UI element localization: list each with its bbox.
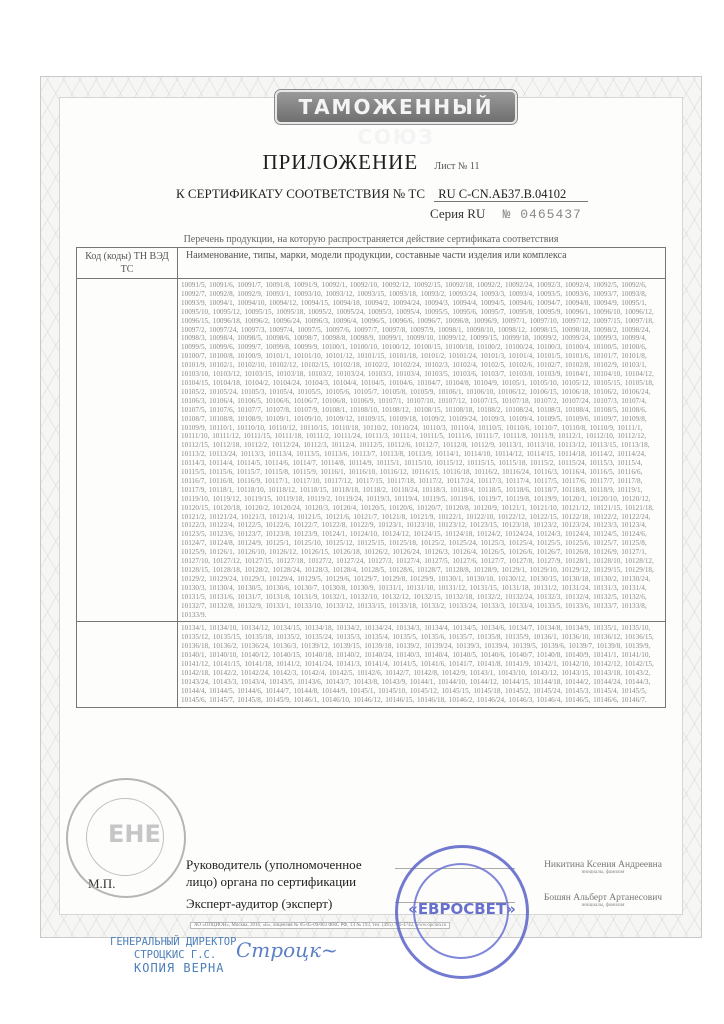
title-text: ПРИЛОЖЕНИЕ [262,150,419,174]
copy-stamp-name: СТРОЦКИС Г.С. [134,949,217,961]
table-cell-code [77,622,178,707]
eac-mark-icon: ЕНЕ [108,820,161,848]
expert-name-text: Бошян Альберт Артанесович [543,893,663,903]
head-label-line1: Руководитель (уполномоченное [186,857,362,872]
product-table [76,247,666,708]
customs-union-banner: ТАМОЖЕННЫЙ СОЮЗ [275,90,517,124]
certification-body-seal [66,778,186,898]
series-number-value: 0465437 [520,207,582,222]
sheet-number: Лист № 11 [434,161,480,172]
series-number [503,207,582,222]
company-seal [395,845,529,979]
head-label-line2: лицо) органа по сертификации [186,874,357,889]
printer-imprint: АО «ОПЦИОН», Москва, 2016, «Б», лицензия № 05-05-09/003 ФНС РФ, ТЗ № 193, тел. (495) 726-4742, www.opcion.ru [190,922,450,929]
expert-name-caption: инициалы, фамилия [581,903,625,908]
company-seal-brand: «ЕВРОСВЕТ» [408,900,516,918]
head-name-text: Никитина Ксения Андреевна [544,860,662,870]
table-cell-code [77,279,178,622]
table-row [77,622,666,707]
table-header-row [77,248,666,279]
table-cell-items: 10134/1, 10134/10, 10134/12, 10134/15, 10134/18, 10134/2, 10134/24, 10134/3, 10134/4, 10134/5, 10134/6, 10134/7, 10134/8, 10134/9, 10135/1, 10135/10, 10135/12, 10135/15, 10135/18, 10135/2, 10135/24, 10135/3, 10135/4, 10135/5, 10135/6, 10135/7, 10135/8, 10135/9, 10136/1, 10136/10, 10136/12, 10136/15, 10136/18, 10136/2, 10136/24, 10136/3, 10139/12, 10139/15, 10139/18, 10139/2, 10139/24, 10139/3, 10139/4, 10139/5, 10139/6, 10139/7, 10139/8, 10139/9, 10140/1, 10140/10, 10140/12, 10140/15, 10140/18, 10140/2, 10140/24, 10140/3, 10140/4, 10140/5, 10140/6, 10140/7, 10140/8, 10140/9, 10141/1, 10141/10, 10141/12, 10141/15, 10141/18, 10141/2, 10141/24, 10141/3, 10141/4, 10141/5, 10141/6, 10141/7, 10141/8, 10141/9, 10142/1, 10142/10, 10142/12, 10142/15, 10142/18, 10142/2, 10142/24, 10142/3, 10142/4, 10142/5, 10142/6, 10142/7, 10142/8, 10142/9, 10143/1, 10143/10, 10143/12, 10143/15, 10143/18, 10143/2, 10143/24, 10143/3, 10143/4, 10143/5, 10143/6, 10143/7, 10143/8, 10143/9, 10144/1, 10144/10, 10144/12, 10144/15, 10144/18, 10144/2, 10144/24, 10144/3, 10144/4, 10144/5, 10144/6, 10144/7, 10144/8, 10144/9, 10145/1, 10145/10, 10145/12, 10145/15, 10145/18, 10145/2, 10145/24, 10145/3, 10145/4, 10145/5, 10145/6, 10145/7, 10145/8, 10145/9, 10146/1, 10146/10, 10146/12, 10146/15, 10146/18, 10146/2, 10146/24, 10146/3, 10146/4, 10146/5, 10146/6, 10146/7. [178,622,666,707]
product-list-caption: Перечень продукции, на которую распространяется действие сертификата соответствия [183,234,559,245]
series-line [430,206,582,222]
copy-stamp-title: ГЕНЕРАЛЬНЫЙ ДИРЕКТОР [110,936,237,948]
copy-certification-stamp [110,936,236,975]
handwritten-signature: Строцк~ [236,938,338,962]
series-number-label: № [502,207,512,222]
seal-place-label: М.П. [88,876,116,891]
column-header-code: Код (коды) ТН ВЭД ТС [77,248,178,279]
copy-stamp-verified: КОПИЯ ВЕРНА [134,961,225,975]
expert-label: Эксперт-аудитор (эксперт) [186,896,333,911]
column-header-name: Наименование, типы, марки, модели продукции, составные части изделия или комплекса [178,248,666,279]
page-title [60,150,682,175]
certificate-label: К СЕРТИФИКАТУ СООТВЕТСТВИЯ № ТС [176,186,426,201]
expert-name [528,893,678,908]
table-cell-items: 10091/5, 10091/6, 10091/7, 10091/8, 10091/9, 10092/1, 10092/10, 10092/12, 10092/15, 10092/18, 10092/2, 10092/24, 10092/3, 10092/4, 10092/5, 10092/6, 10092/7, 10092/8, 10092/9, 10093/1, 10093/10, 10093/12, 10093/15, 10093/18, 10093/2, 10093/24, 10093/3, 10093/4, 10093/5, 10093/6, 10093/7, 10093/8, 10093/9, 10094/1, 10094/10, 10094/12, 10094/15, 10094/18, 10094/2, 10094/24, 10094/3, 10094/4, 10094/5, 10094/6, 10094/7, 10094/8, 10094/9, 10095/1, 10095/10, 10095/12, 10095/15, 10095/18, 10095/2, 10095/24, 10095/3, 10095/4, 10095/5, 10095/6, 10095/7, 10095/8, 10095/9, 10096/1, 10096/10, 10096/12, 10096/15, 10096/18, 10096/2, 10096/24, 10096/3, 10096/4, 10096/5, 10096/6, 10096/7, 10096/8, 10096/9, 10097/1, 10097/10, 10097/12, 10097/15, 10097/18, 10097/2, 10097/24, 10097/3, 10097/4, 10097/5, 10097/6, 10097/7, 10097/8, 10097/9, 10098/1, 10098/10, 10098/12, 10098/15, 10098/18, 10098/2, 10098/24, 10098/3, 10098/4, 10098/5, 10098/6, 10098/7, 10098/8, 10098/9, 10099/1, 10099/10, 10099/12, 10099/15, 10099/18, 10099/2, 10099/24, 10099/3, 10099/4, 10099/5, 10099/6, 10099/7, 10099/8, 10099/9, 10100/1, 10100/10, 10100/12, 10100/15, 10100/18, 10100/2, 10100/24, 10100/3, 10100/4, 10100/5, 10100/6, 10100/7, 10100/8, 10100/9, 10101/1, 10101/10, 10101/12, 10101/15, 10101/18, 10101/2, 10101/24, 10101/3, 10101/4, 10101/5, 10101/6, 10101/7, 10101/8, 10101/9, 10102/1, 10102/10, 10102/12, 10102/15, 10102/18, 10102/2, 10102/24, 10102/3, 10102/4, 10102/5, 10102/6, 10102/7, 10102/8, 10102/9, 10103/1, 10103/10, 10103/12, 10103/15, 10103/18, 10103/2, 10103/24, 10103/3, 10103/4, 10103/5, 10103/6, 10103/7, 10103/8, 10103/9, 10104/1, 10104/10, 10104/12, 10104/15, 10104/18, 10104/2, 10104/24, 10104/3, 10104/4, 10104/5, 10104/6, 10104/7, 10104/8, 10104/9, 10105/1, 10105/10, 10105/12, 10105/15, 10105/18, 10105/2, 10105/24, 10105/3, 10105/4, 10105/5, 10105/6, 10105/7, 10105/8, 10105/9, 10106/1, 10106/10, 10106/12, 10106/15, 10106/18, 10106/2, 10106/24, 10106/3, 10106/4, 10106/5, 10106/6, 10106/7, 10106/8, 10106/9, 10107/1, 10107/10, 10107/12, 10107/15, 10107/18, 10107/2, 10107/24, 10107/3, 10107/4, 10107/5, 10107/6, 10107/7, 10107/8, 10107/9, 10108/1, 10108/10, 10108/12, 10108/15, 10108/18, 10108/2, 10108/24, 10108/3, 10108/4, 10108/5, 10108/6, 10108/7, 10108/8, 10108/9, 10109/1, 10109/10, 10109/12, 10109/15, 10109/18, 10109/2, 10109/24, 10109/3, 10109/4, 10109/5, 10109/6, 10109/7, 10109/8, 10109/9, 10110/1, 10110/10, 10110/12, 10110/15, 10110/18, 10110/2, 10110/24, 10110/3, 10110/4, 10110/5, 10110/6, 10110/7, 10110/8, 10110/9, 10111/1, 10111/10, 10111/12, 10111/15, 10111/18, 10111/2, 10111/24, 10111/3, 10111/4, 10111/5, 10111/6, 10111/7, 10111/8, 10111/9, 10112/1, 10112/10, 10112/12, 10112/15, 10112/18, 10112/2, 10112/24, 10112/3, 10112/4, 10112/5, 10112/6, 10112/7, 10112/8, 10112/9, 10113/1, 10113/10, 10113/12, 10113/15, 10113/18, 10113/2, 10113/24, 10113/3, 10113/4, 10113/5, 10113/6, 10113/7, 10113/8, 10113/9, 10114/1, 10114/10, 10114/12, 10114/15, 10114/18, 10114/2, 10114/24, 10114/3, 10114/4, 10114/5, 10114/6, 10114/7, 10114/8, 10114/9, 10115/1, 10115/10, 10115/12, 10115/15, 10115/18, 10115/2, 10115/24, 10115/3, 10115/4, 10115/5, 10115/6, 10115/7, 10115/8, 10115/9, 10116/1, 10116/10, 10116/12, 10116/15, 10116/18, 10116/2, 10116/24, 10116/3, 10116/4, 10116/5, 10116/6, 10116/7, 10116/8, 10116/9, 10117/1, 10117/10, 10117/12, 10117/15, 10117/18, 10117/2, 10117/24, 10117/3, 10117/4, 10117/5, 10117/6, 10117/7, 10117/8, 10117/9, 10118/1, 10118/10, 10118/12, 10118/15, 10118/18, 10118/2, 10118/24, 10118/3, 10118/4, 10118/5, 10118/6, 10118/7, 10118/8, 10118/9, 10119/1, 10119/10, 10119/12, 10119/15, 10119/18, 10119/2, 10119/24, 10119/3, 10119/4, 10119/5, 10119/6, 10119/7, 10119/8, 10119/9, 10120/1, 10120/10, 10120/12, 10120/15, 10120/18, 10120/2, 10120/24, 10120/3, 10120/4, 10120/5, 10120/6, 10120/7, 10120/8, 10120/9, 10121/1, 10121/10, 10121/12, 10121/15, 10121/18, 10121/2, 10121/24, 10121/3, 10121/4, 10121/5, 10121/6, 10121/7, 10121/8, 10121/9, 10122/1, 10122/10, 10122/12, 10122/15, 10122/18, 10122/2, 10122/24, 10122/3, 10122/4, 10122/5, 10122/6, 10122/7, 10122/8, 10122/9, 10123/1, 10123/10, 10123/12, 10123/15, 10123/18, 10123/2, 10123/24, 10123/3, 10123/4, 10123/5, 10123/6, 10123/7, 10123/8, 10123/9, 10124/1, 10124/10, 10124/12, 10124/15, 10124/18, 10124/2, 10124/24, 10124/3, 10124/4, 10124/5, 10124/6, 10124/7, 10124/8, 10124/9, 10125/1, 10125/10, 10125/12, 10125/15, 10125/18, 10125/2, 10125/24, 10125/3, 10125/4, 10125/5, 10125/6, 10125/7, 10125/8, 10125/9, 10126/1, 10126/10, 10126/12, 10126/15, 10126/18, 10126/2, 10126/24, 10126/3, 10126/4, 10126/5, 10126/6, 10126/7, 10126/8, 10126/9, 10127/1, 10127/10, 10127/12, 10127/15, 10127/18, 10127/2, 10127/24, 10127/3, 10127/4, 10127/5, 10127/6, 10127/7, 10127/8, 10127/9, 10128/1, 10128/10, 10128/12, 10128/15, 10128/18, 10128/2, 10128/24, 10128/3, 10128/4, 10128/5, 10128/6, 10128/7, 10128/8, 10128/9, 10129/1, 10129/10, 10129/12, 10129/15, 10129/18, 10129/2, 10129/24, 10129/3, 10129/4, 10129/5, 10129/6, 10129/7, 10129/8, 10129/9, 10130/1, 10130/10, 10130/12, 10130/15, 10130/18, 10130/2, 10130/24, 10130/3, 10130/4, 10130/5, 10130/6, 10130/7, 10130/8, 10130/9, 10131/1, 10131/10, 10131/12, 10131/15, 10131/18, 10131/2, 10131/24, 10131/3, 10131/4, 10131/5, 10131/6, 10131/7, 10131/8, 10131/9, 10132/1, 10132/10, 10132/12, 10132/15, 10132/18, 10132/2, 10132/24, 10132/3, 10132/4, 10132/5, 10132/6, 10132/7, 10132/8, 10132/9, 10133/1, 10133/10, 10133/12, 10133/15, 10133/18, 10133/2, 10133/24, 10133/3, 10133/4, 10133/5, 10133/6, 10133/7, 10133/8, 10133/9. [178,279,666,622]
head-name [528,860,678,875]
certificate-reference [176,186,588,202]
certificate-number: RU C-CN.АБ37.В.04102 [434,187,588,202]
head-name-caption: инициалы, фамилия [581,870,625,875]
series-label: Серия RU [430,206,486,221]
table-row [77,279,666,622]
